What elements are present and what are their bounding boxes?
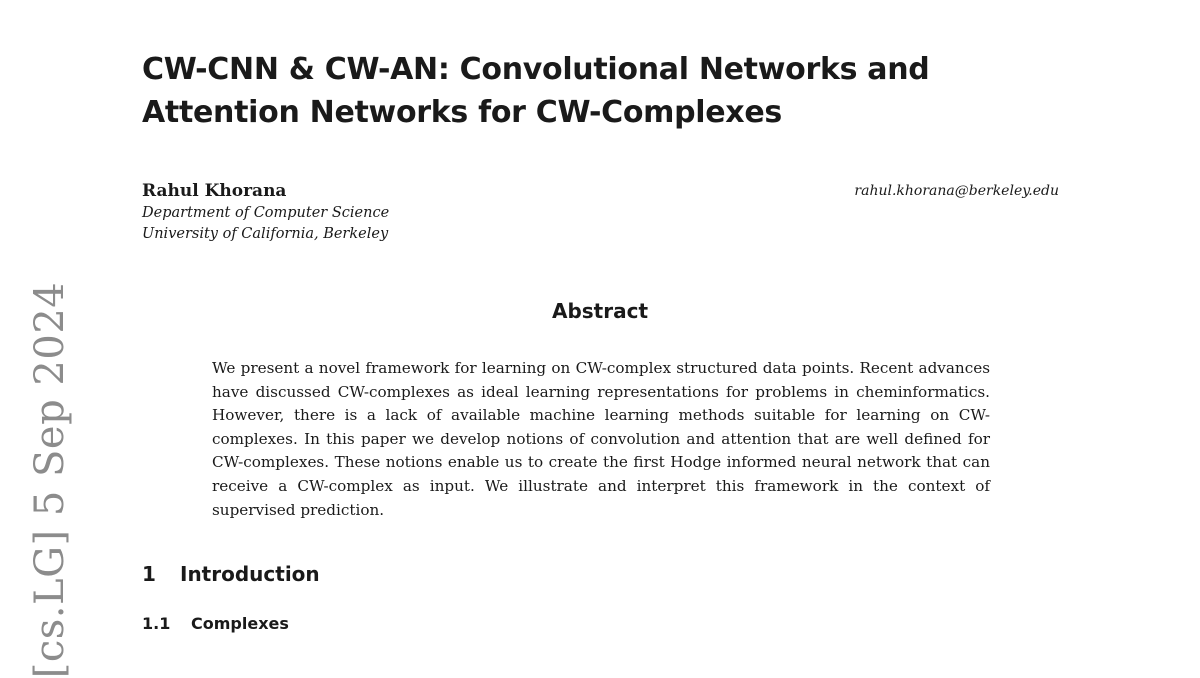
section-heading <box>142 562 320 586</box>
subsection-heading <box>142 614 289 633</box>
author-block <box>142 179 389 245</box>
author-university: University of California, Berkeley <box>142 226 389 242</box>
section-title: Introduction <box>180 562 320 586</box>
author-email: rahul.khorana@berkeley.edu <box>854 183 1059 199</box>
subsection-number: 1.1 <box>142 614 171 633</box>
arxiv-stamp: [cs.LG] 5 Sep 2024 <box>27 281 73 678</box>
subsection-title: Complexes <box>191 614 289 633</box>
abstract-heading: Abstract <box>551 299 649 323</box>
author-name: Rahul Khorana <box>142 181 287 201</box>
author-department: Department of Computer Science <box>142 205 390 221</box>
abstract-text: We present a novel framework for learning on CW-complex structured data points. Recent advances have discussed CW-complexes as ideal learning representations for problems in cheminformatics. However, there is a lack of available machine learning methods suitable for learning on CW-complexes. In this paper we develop notions of convolution and attention that are well defined for CW-complexes. These notions enable us to create the first Hodge informed neural network that can receive a CW-complex as input. We illustrate and interpret this framework in the context of supervised prediction. <box>212 359 990 519</box>
section-number: 1 <box>142 562 156 586</box>
paper-title: CW-CNN & CW-AN: Convolutional Networks and Attention Networks for CW-Complexes <box>142 52 930 130</box>
